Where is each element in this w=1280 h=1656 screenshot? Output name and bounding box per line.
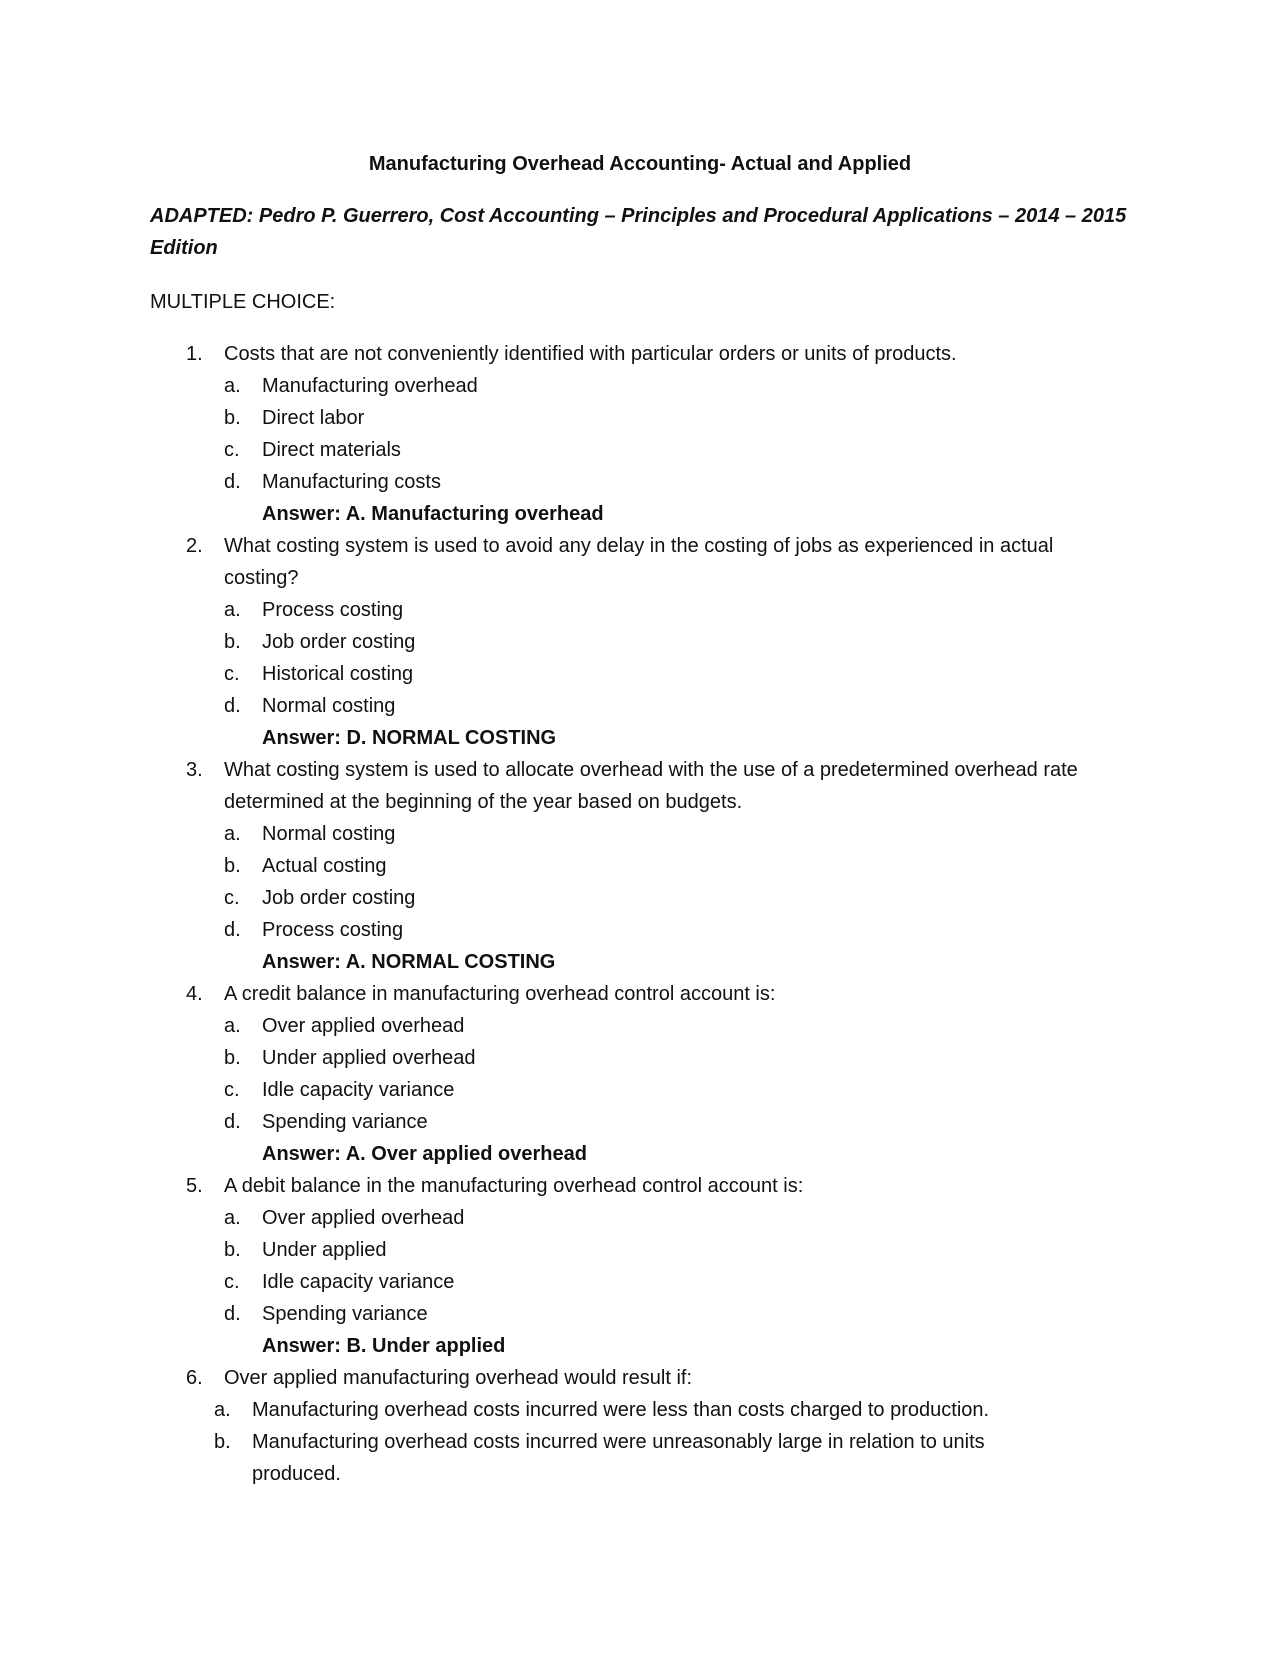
option-b (224, 1042, 1104, 1074)
option-text: Manufacturing overhead costs incurred were unreasonably large in relation to units produced. (252, 1431, 985, 1485)
question-text: A credit balance in manufacturing overhead control account is: (224, 983, 776, 1005)
option-a (224, 818, 1104, 850)
option-text: Over applied overhead (262, 1207, 465, 1229)
option-a (224, 594, 1104, 626)
option-letter: b. (214, 1431, 231, 1453)
question-number: 5. (186, 1175, 203, 1197)
option-text: Over applied overhead (262, 1015, 465, 1037)
option-text: Process costing (262, 599, 404, 621)
option-letter: d. (224, 1111, 241, 1133)
option-letter: a. (214, 1399, 231, 1421)
option-letter: a. (224, 375, 241, 397)
option-letter: a. (224, 1207, 241, 1229)
option-letter: d. (224, 695, 241, 717)
option-list (214, 1394, 1104, 1490)
option-list (224, 818, 1104, 946)
question-text: What costing system is used to allocate overhead with the use of a predetermined overhead rate determined at the beginning of the year based on budgets. (224, 759, 1078, 813)
option-a (214, 1394, 1072, 1426)
option-letter: d. (224, 1303, 241, 1325)
option-text: Normal costing (262, 695, 396, 717)
option-a (224, 370, 1104, 402)
question-2 (186, 530, 1104, 754)
option-b (224, 850, 1104, 882)
answer-line: Answer: A. Over applied overhead (262, 1143, 587, 1165)
option-text: Historical costing (262, 663, 414, 685)
option-a (224, 1202, 1104, 1234)
question-number: 6. (186, 1367, 203, 1389)
option-letter: c. (224, 1271, 240, 1293)
answer-line: Answer: D. NORMAL COSTING (262, 727, 557, 749)
question-number: 3. (186, 759, 203, 781)
option-d (224, 690, 1104, 722)
option-d (224, 914, 1104, 946)
answer-line: Answer: A. NORMAL COSTING (262, 951, 556, 973)
option-letter: d. (224, 471, 241, 493)
option-text: Direct labor (262, 407, 365, 429)
option-text: Job order costing (262, 631, 416, 653)
option-letter: b. (224, 631, 241, 653)
option-letter: b. (224, 855, 241, 877)
option-d (224, 466, 1104, 498)
question-text: What costing system is used to avoid any delay in the costing of jobs as experienced in actual costing? (224, 535, 1054, 589)
option-letter: b. (224, 1239, 241, 1261)
option-b (224, 1234, 1104, 1266)
option-letter: a. (224, 1015, 241, 1037)
option-list (224, 370, 1104, 498)
option-text: Under applied overhead (262, 1047, 476, 1069)
option-text: Manufacturing overhead (262, 375, 478, 397)
option-letter: c. (224, 663, 240, 685)
question-number: 1. (186, 343, 203, 365)
option-letter: a. (224, 599, 241, 621)
option-b (214, 1426, 1072, 1490)
question-3 (186, 754, 1104, 978)
question-text: A debit balance in the manufacturing overhead control account is: (224, 1175, 804, 1197)
option-c (224, 658, 1104, 690)
option-c (224, 1266, 1104, 1298)
option-b (224, 626, 1104, 658)
question-list (0, 338, 1280, 1490)
option-letter: c. (224, 439, 240, 461)
option-b (224, 402, 1104, 434)
option-c (224, 882, 1104, 914)
option-letter: b. (224, 407, 241, 429)
question-6 (186, 1362, 1104, 1490)
adapted-source: ADAPTED: Pedro P. Guerrero, Cost Accounting – Principles and Procedural Applications – 2014 – 2015 Edition (150, 205, 1127, 259)
option-text: Direct materials (262, 439, 401, 461)
option-d (224, 1298, 1104, 1330)
option-text: Normal costing (262, 823, 396, 845)
option-text: Idle capacity variance (262, 1079, 455, 1101)
question-text: Over applied manufacturing overhead would result if: (224, 1367, 693, 1389)
option-text: Spending variance (262, 1111, 428, 1133)
option-c (224, 1074, 1104, 1106)
option-d (224, 1106, 1104, 1138)
question-text: Costs that are not conveniently identified with particular orders or units of products. (224, 343, 957, 365)
option-text: Spending variance (262, 1303, 428, 1325)
option-letter: d. (224, 919, 241, 941)
option-list (224, 1010, 1104, 1138)
option-a (224, 1010, 1104, 1042)
question-number: 2. (186, 535, 203, 557)
question-4 (186, 978, 1104, 1170)
option-text: Job order costing (262, 887, 416, 909)
option-list (224, 1202, 1104, 1330)
document-title: Manufacturing Overhead Accounting- Actual and Applied (368, 153, 912, 175)
option-list (224, 594, 1104, 722)
option-text: Manufacturing costs (262, 471, 441, 493)
question-5 (186, 1170, 1104, 1362)
question-number: 4. (186, 983, 203, 1005)
question-1 (186, 338, 1104, 530)
option-letter: c. (224, 887, 240, 909)
option-text: Actual costing (262, 855, 387, 877)
section-heading: MULTIPLE CHOICE: (150, 291, 336, 313)
option-c (224, 434, 1104, 466)
option-text: Idle capacity variance (262, 1271, 455, 1293)
option-letter: c. (224, 1079, 240, 1101)
answer-line: Answer: B. Under applied (262, 1335, 506, 1357)
option-text: Process costing (262, 919, 404, 941)
option-letter: a. (224, 823, 241, 845)
option-text: Manufacturing overhead costs incurred were less than costs charged to production. (252, 1399, 990, 1421)
option-text: Under applied (262, 1239, 387, 1261)
answer-line: Answer: A. Manufacturing overhead (262, 503, 604, 525)
option-letter: b. (224, 1047, 241, 1069)
